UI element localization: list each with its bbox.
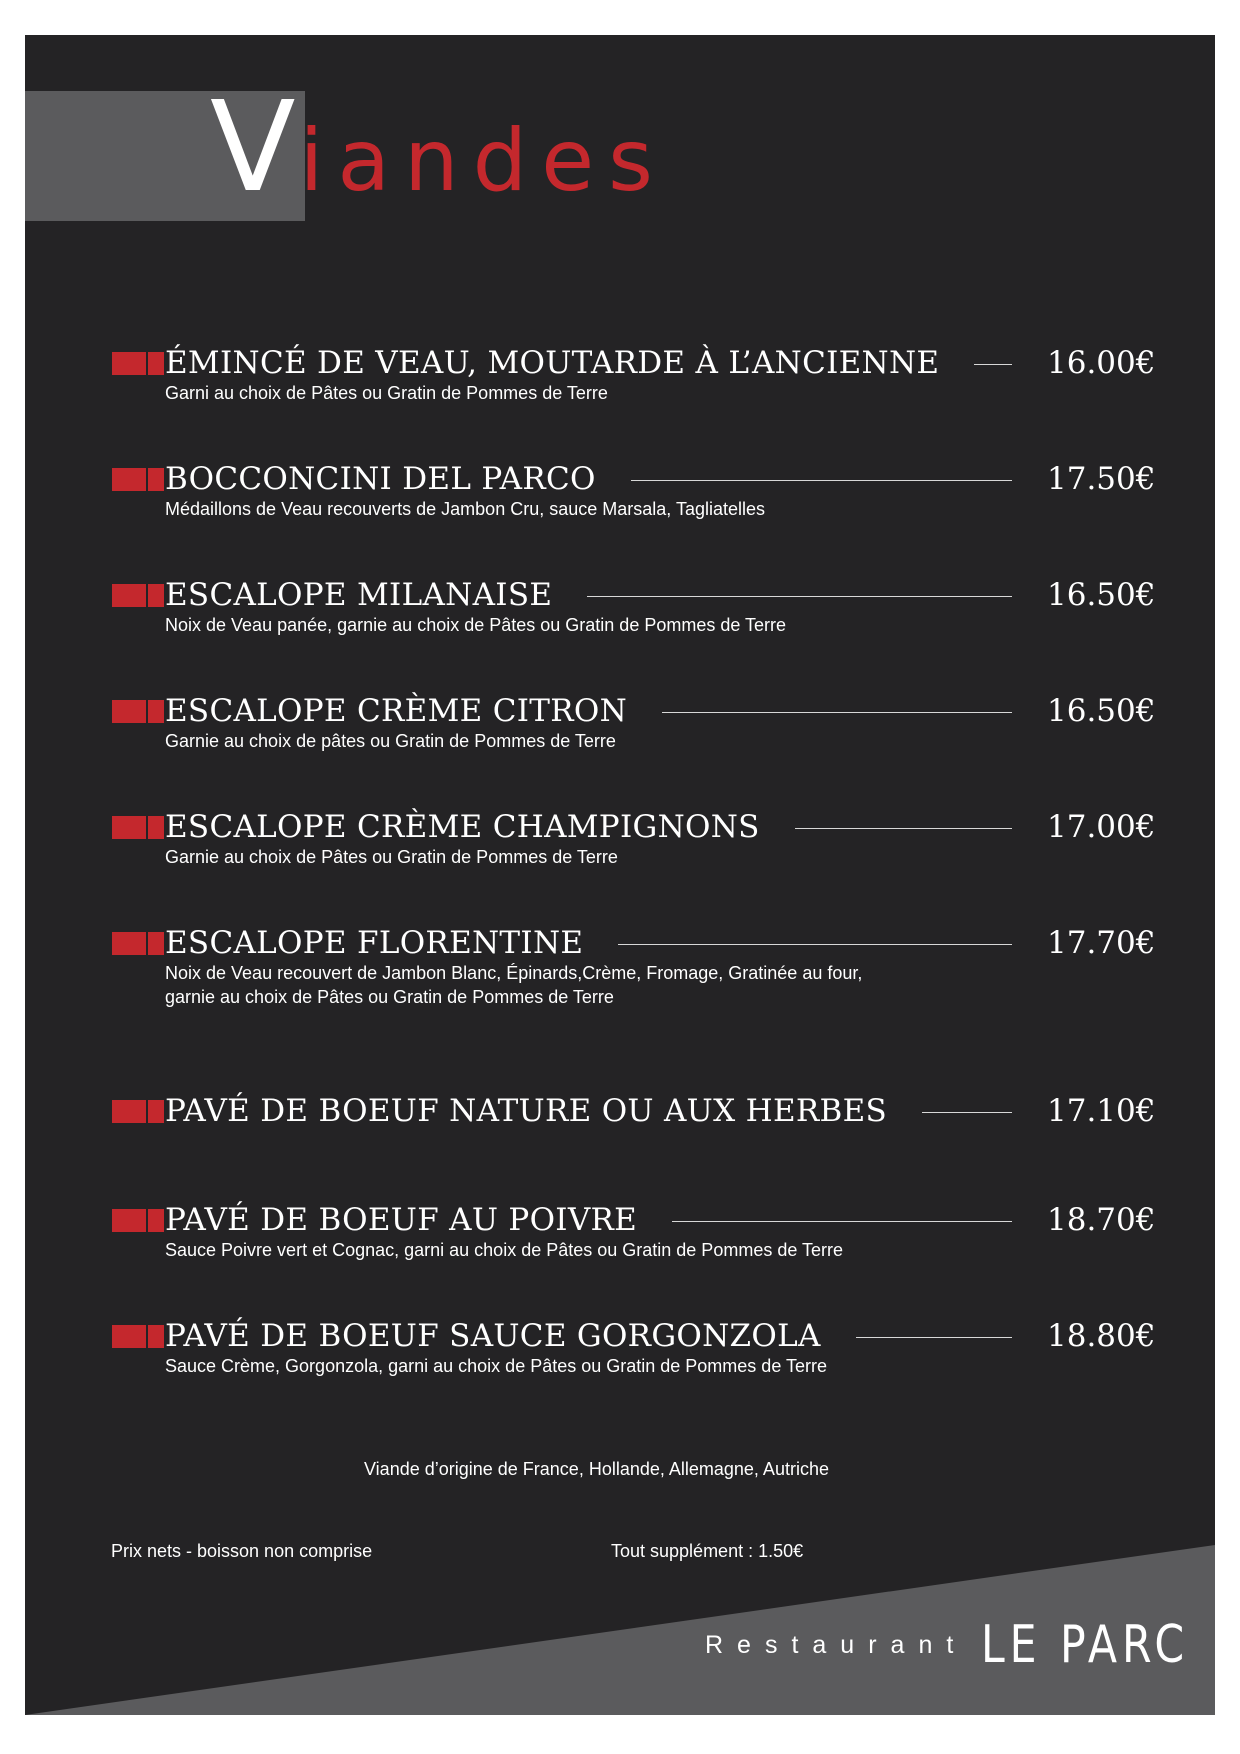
restaurant-brand xyxy=(705,1615,1215,1675)
dish-description: Garni au choix de Pâtes ou Gratin de Pommes de Terre xyxy=(165,383,608,403)
leader-line xyxy=(618,944,1012,945)
dish-price: 17.10€ xyxy=(1047,1093,1156,1129)
bullet-marker-icon xyxy=(112,1325,164,1348)
dish-description: Noix de Veau recouvert de Jambon Blanc, Épinards,Crème, Fromage, Gratinée au four, xyxy=(165,963,863,983)
leader-line xyxy=(587,596,1012,597)
leader-line xyxy=(631,480,1012,481)
leader-line xyxy=(922,1112,1012,1113)
menu-page xyxy=(25,35,1215,1715)
dish-description: Médaillons de Veau recouverts de Jambon Cru, sauce Marsala, Tagliatelles xyxy=(165,499,765,519)
bullet-marker-icon xyxy=(112,352,164,375)
dish-price: 16.50€ xyxy=(1047,693,1156,729)
page-title xyxy=(210,75,667,220)
dish-name: ESCALOPE CRÈME CHAMPIGNONS xyxy=(165,809,760,845)
bullet-marker-icon xyxy=(112,584,164,607)
dish-name: PAVÉ DE BOEUF NATURE OU AUX HERBES xyxy=(165,1093,888,1129)
bullet-marker-icon xyxy=(112,700,164,723)
bullet-marker-icon xyxy=(112,816,164,839)
bullet-marker-icon xyxy=(112,468,164,491)
dish-name: PAVÉ DE BOEUF AU POIVRE xyxy=(165,1202,638,1238)
leader-line xyxy=(974,364,1012,365)
prices-note: Prix nets - boisson non comprise xyxy=(111,1541,373,1561)
dish-name: PAVÉ DE BOEUF SAUCE GORGONZOLA xyxy=(165,1318,821,1354)
brand-logo-name: LE PARC xyxy=(981,1615,1190,1675)
dish-price: 18.80€ xyxy=(1047,1318,1156,1354)
title-rest: iandes xyxy=(299,111,667,211)
title-initial: V xyxy=(210,75,296,220)
dish-name: BOCCONCINI DEL PARCO xyxy=(165,461,596,497)
dish-price: 16.50€ xyxy=(1047,577,1156,613)
dish-price: 16.00€ xyxy=(1047,345,1156,381)
bullet-marker-icon xyxy=(112,1209,164,1232)
dish-description: Garnie au choix de Pâtes ou Gratin de Pommes de Terre xyxy=(165,847,618,867)
leader-line xyxy=(856,1337,1012,1338)
dish-price: 17.00€ xyxy=(1047,809,1156,845)
dish-description: Sauce Crème, Gorgonzola, garni au choix de Pâtes ou Gratin de Pommes de Terre xyxy=(165,1356,828,1376)
dish-description: Sauce Poivre vert et Cognac, garni au choix de Pâtes ou Gratin de Pommes de Terre xyxy=(165,1240,844,1260)
leader-line xyxy=(672,1221,1012,1222)
dish-description: Noix de Veau panée, garnie au choix de Pâtes ou Gratin de Pommes de Terre xyxy=(165,615,787,635)
dish-price: 18.70€ xyxy=(1047,1202,1156,1238)
dish-name: ESCALOPE FLORENTINE xyxy=(165,925,584,961)
dish-price: 17.50€ xyxy=(1047,461,1156,497)
supplement-note: Tout supplément : 1.50€ xyxy=(611,1541,804,1561)
meat-origin-note: Viande d’origine de France, Hollande, Allemagne, Autriche xyxy=(364,1459,829,1479)
dish-name: ÉMINCÉ DE VEAU, MOUTARDE À L’ANCIENNE xyxy=(165,345,940,381)
dish-description: garnie au choix de Pâtes ou Gratin de Pommes de Terre xyxy=(165,987,614,1007)
brand-restaurant-label: Restaurant xyxy=(705,1630,968,1659)
bullet-marker-icon xyxy=(112,932,164,955)
bullet-marker-icon xyxy=(112,1100,164,1123)
dish-name: ESCALOPE CRÈME CITRON xyxy=(165,693,628,729)
leader-line xyxy=(795,828,1012,829)
dish-price: 17.70€ xyxy=(1047,925,1156,961)
leader-line xyxy=(662,712,1012,713)
dish-name: ESCALOPE MILANAISE xyxy=(165,577,553,613)
dish-description: Garnie au choix de pâtes ou Gratin de Pommes de Terre xyxy=(165,731,616,751)
